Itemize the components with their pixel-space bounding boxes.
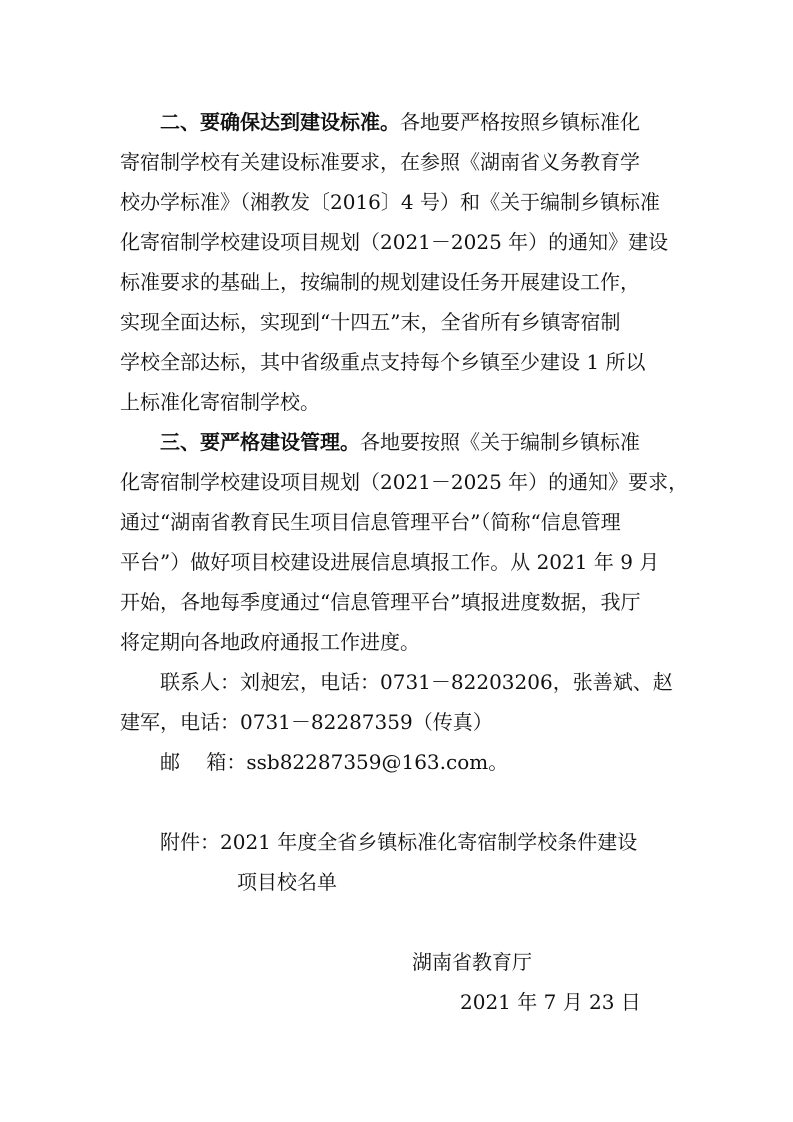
section3-line-5: 开始，各地每季度通过“信息管理平台”填报进度数据，我厅 [120, 590, 641, 614]
section3-lead: 三、要严格建设管理。 [160, 430, 360, 454]
section2-line-2: 寄宿制学校有关建设标准要求，在参照《湖南省义务教育学 [120, 150, 640, 174]
section2-line-5: 标准要求的基础上，按编制的规划建设任务开展建设工作， [120, 270, 640, 294]
section3-line-1 [0, 428, 640, 456]
contact-line-2: 建军，电话：0731－82287359（传真） [120, 710, 493, 734]
mailbox-value: ssb82287359@163.com。 [246, 750, 509, 774]
mailbox-line [0, 748, 633, 776]
section3-line-2: 化寄宿制学校建设项目规划（2021－2025 年）的通知》要求， [120, 470, 689, 494]
section3-line-6: 将定期向各地政府通报工作进度。 [120, 630, 420, 654]
section2-lead: 二、要确保达到建设标准。 [160, 110, 400, 134]
section3-line-4: 平台”）做好项目校建设进展信息填报工作。从 2021 年 9 月 [120, 550, 660, 574]
contact-line-1: 联系人：刘昶宏，电话：0731－82203206，张善斌、赵 [160, 670, 673, 694]
section2-line-3: 校办学标准》（湘教发〔2016〕4 号）和《关于编制乡镇标准 [120, 190, 660, 214]
signature-org: 湖南省教育厅 [412, 950, 532, 974]
section3-line-3: 通过“湖南省教育民生项目信息管理平台”（简称“信息管理 [120, 510, 621, 534]
mailbox-label: 邮 箱： [160, 750, 247, 774]
section2-line-4: 化寄宿制学校建设项目规划（2021－2025 年）的通知》建设 [120, 230, 669, 254]
section2-line-1 [0, 108, 640, 136]
attachment-line-2: 项目校名单 [237, 870, 337, 894]
signature-date: 2021 年 7 月 23 日 [460, 990, 641, 1014]
section2-line-7: 学校全部达标，其中省级重点支持每个乡镇至少建设 1 所以 [120, 350, 646, 374]
section3-text: 各地要按照《关于编制乡镇标准 [360, 430, 640, 454]
section2-text: 各地要严格按照乡镇标准化 [400, 110, 640, 134]
section2-line-6: 实现全面达标，实现到“十四五”末，全省所有乡镇寄宿制 [120, 310, 621, 334]
attachment-line-1: 附件：2021 年度全省乡镇标准化寄宿制学校条件建设 [160, 830, 638, 854]
section2-line-8: 上标准化寄宿制学校。 [120, 390, 320, 414]
